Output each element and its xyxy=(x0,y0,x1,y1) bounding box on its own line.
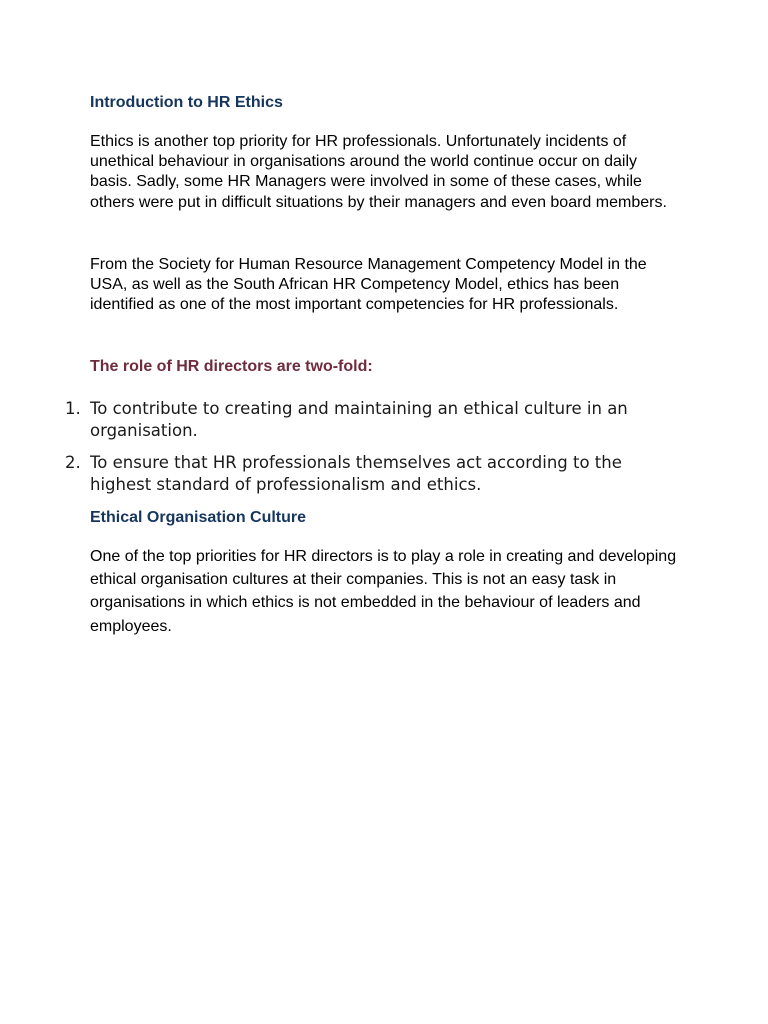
heading-ethical-organisation-culture: Ethical Organisation Culture xyxy=(90,509,307,526)
heading-role-of-hr-directors: The role of HR directors are two-fold: xyxy=(90,358,373,375)
roles-list xyxy=(65,398,680,506)
list-item xyxy=(65,452,680,496)
heading-introduction: Introduction to HR Ethics xyxy=(90,94,283,111)
list-item-text: To contribute to creating and maintaining an ethical culture in an organisation. xyxy=(90,399,628,440)
paragraph-competency-models: From the Society for Human Resource Management Competency Model in the USA, as well as the South African HR Competency Model, ethics has been identified as one of the most important competencies for HR professionals. xyxy=(90,256,647,314)
list-item-text: To ensure that HR professionals themselves act according to the highest standard of professionalism and ethics. xyxy=(90,453,622,494)
list-item-number: 2. xyxy=(65,453,81,472)
paragraph-ethical-culture: One of the top priorities for HR directors is to play a role in creating and developing ethical organisation cultures at their companies. This is not an easy task in organisations in which ethics is not embedded in the behaviour of leaders and employees. xyxy=(90,548,677,635)
list-item-number: 1. xyxy=(65,399,81,418)
paragraph-ethics-priority: Ethics is another top priority for HR professionals. Unfortunately incidents of unethical behaviour in organisations around the world continue occur on daily basis. Sadly, some HR Managers were involved in some of these cases, while others were put in difficult situations by their managers and even board members. xyxy=(90,133,667,211)
list-item xyxy=(65,398,680,442)
